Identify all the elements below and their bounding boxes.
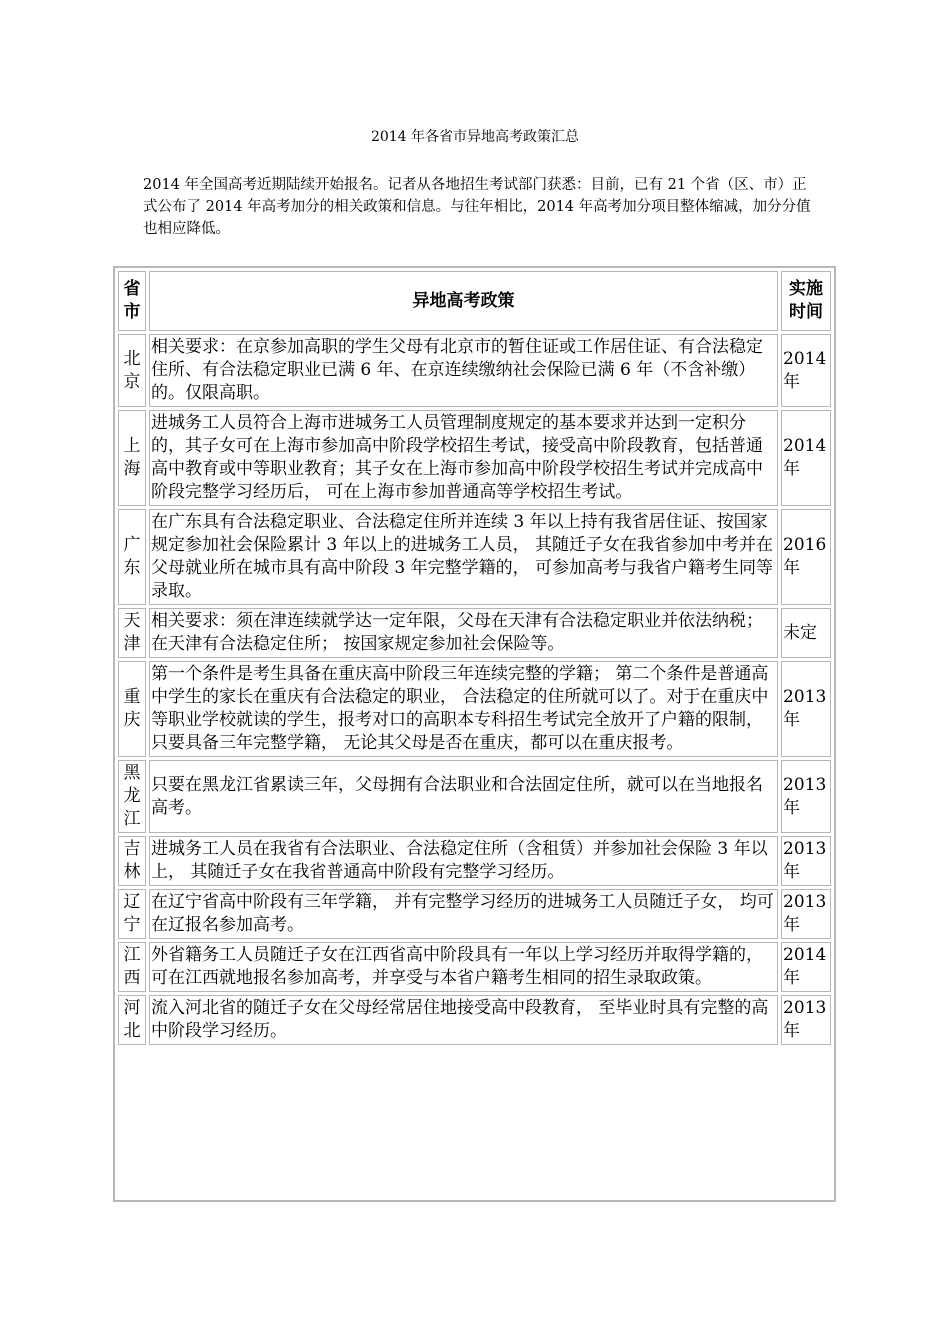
header-time: 实施时间 <box>781 271 831 331</box>
row-province: 黑龙江 <box>118 760 146 833</box>
table-row <box>118 836 831 886</box>
intro-paragraph: 2014 年全国高考近期陆续开始报名。记者从各地招生考试部门获悉：目前，已有 21 个省（区、市）正式公布了 2014 年高考加分的相关政策和信息。与往年相比，2014 年高考加分项目整体缩减，加分分值也相应降低。 <box>143 177 811 237</box>
table-row <box>118 661 831 757</box>
row-time: 2013 年 <box>781 760 831 833</box>
table-row <box>118 760 831 833</box>
policy-table <box>115 268 834 1048</box>
policy-table-frame <box>113 266 836 1202</box>
row-policy: 在广东具有合法稳定职业、合法稳定住所并连续 3 年以上持有我省居住证、按国家规定参加社会保险累计 3 年以上的进城务工人员， 其随迁子女在我省参加中考并在父母就业所在城市具有高中阶段 3 年完整学籍的， 可参加高考与我省户籍考生同等录取。 <box>149 509 778 605</box>
table-header-row <box>118 271 831 331</box>
row-time: 2013 年 <box>781 661 831 757</box>
row-time: 2014 年 <box>781 334 831 407</box>
row-province: 辽宁 <box>118 889 146 939</box>
row-policy: 只要在黑龙江省累读三年，父母拥有合法职业和合法固定住所，就可以在当地报名高考。 <box>149 760 778 833</box>
table-row <box>118 509 831 605</box>
header-policy: 异地高考政策 <box>149 271 778 331</box>
row-policy: 第一个条件是考生具备在重庆高中阶段三年连续完整的学籍； 第二个条件是普通高中学生的家长在重庆有合法稳定的职业， 合法稳定的住所就可以了。对于在重庆中等职业学校就读的学生，报考对口的高职本专科招生考试完全放开了户籍的限制， 只要具备三年完整学籍， 无论其父母是否在重庆，都可以在重庆报考。 <box>149 661 778 757</box>
table-row <box>118 995 831 1045</box>
document-title: 2014 年各省市异地高考政策汇总 <box>370 129 580 145</box>
row-policy: 进城务工人员符合上海市进城务工人员管理制度规定的基本要求并达到一定积分的，其子女可在上海市参加高中阶段学校招生考试，接受高中阶段教育，包括普通高中教育或中等职业教育；其子女在上海市参加高中阶段学校招生考试并完成高中阶段完整学习经历后， 可在上海市参加普通高等学校招生考试。 <box>149 410 778 506</box>
table-row <box>118 942 831 992</box>
row-province: 江西 <box>118 942 146 992</box>
row-policy: 相关要求：须在津连续就学达一定年限，父母在天津有合法稳定职业并依法纳税； 在天津有合法稳定住所； 按国家规定参加社会保险等。 <box>149 608 778 658</box>
row-policy: 流入河北省的随迁子女在父母经常居住地接受高中段教育， 至毕业时具有完整的高中阶段学习经历。 <box>149 995 778 1045</box>
table-row <box>118 889 831 939</box>
row-province: 重庆 <box>118 661 146 757</box>
row-time: 2016 年 <box>781 509 831 605</box>
table-row <box>118 410 831 506</box>
table-row <box>118 334 831 407</box>
row-province: 北京 <box>118 334 146 407</box>
row-province: 吉林 <box>118 836 146 886</box>
row-time: 2013 年 <box>781 836 831 886</box>
row-province: 上海 <box>118 410 146 506</box>
table-row <box>118 608 831 658</box>
row-policy: 在辽宁省高中阶段有三年学籍， 并有完整学习经历的进城务工人员随迁子女， 均可在辽报名参加高考。 <box>149 889 778 939</box>
row-policy: 外省籍务工人员随迁子女在江西省高中阶段具有一年以上学习经历并取得学籍的，可在江西就地报名参加高考，并享受与本省户籍考生相同的招生录取政策。 <box>149 942 778 992</box>
header-province: 省市 <box>118 271 146 331</box>
row-province: 广东 <box>118 509 146 605</box>
row-time: 2013 年 <box>781 889 831 939</box>
row-policy: 相关要求：在京参加高职的学生父母有北京市的暂住证或工作居住证、有合法稳定住所、有合法稳定职业已满 6 年、在京连续缴纳社会保险已满 6 年（不含补缴）的。仅限高职。 <box>149 334 778 407</box>
row-policy: 进城务工人员在我省有合法职业、合法稳定住所（含租赁）并参加社会保险 3 年以上， 其随迁子女在我省普通高中阶段有完整学习经历。 <box>149 836 778 886</box>
row-time: 2014 年 <box>781 942 831 992</box>
row-time: 2013 年 <box>781 995 831 1045</box>
row-time: 未定 <box>781 608 831 658</box>
row-province: 河北 <box>118 995 146 1045</box>
row-province: 天津 <box>118 608 146 658</box>
row-time: 2014 年 <box>781 410 831 506</box>
